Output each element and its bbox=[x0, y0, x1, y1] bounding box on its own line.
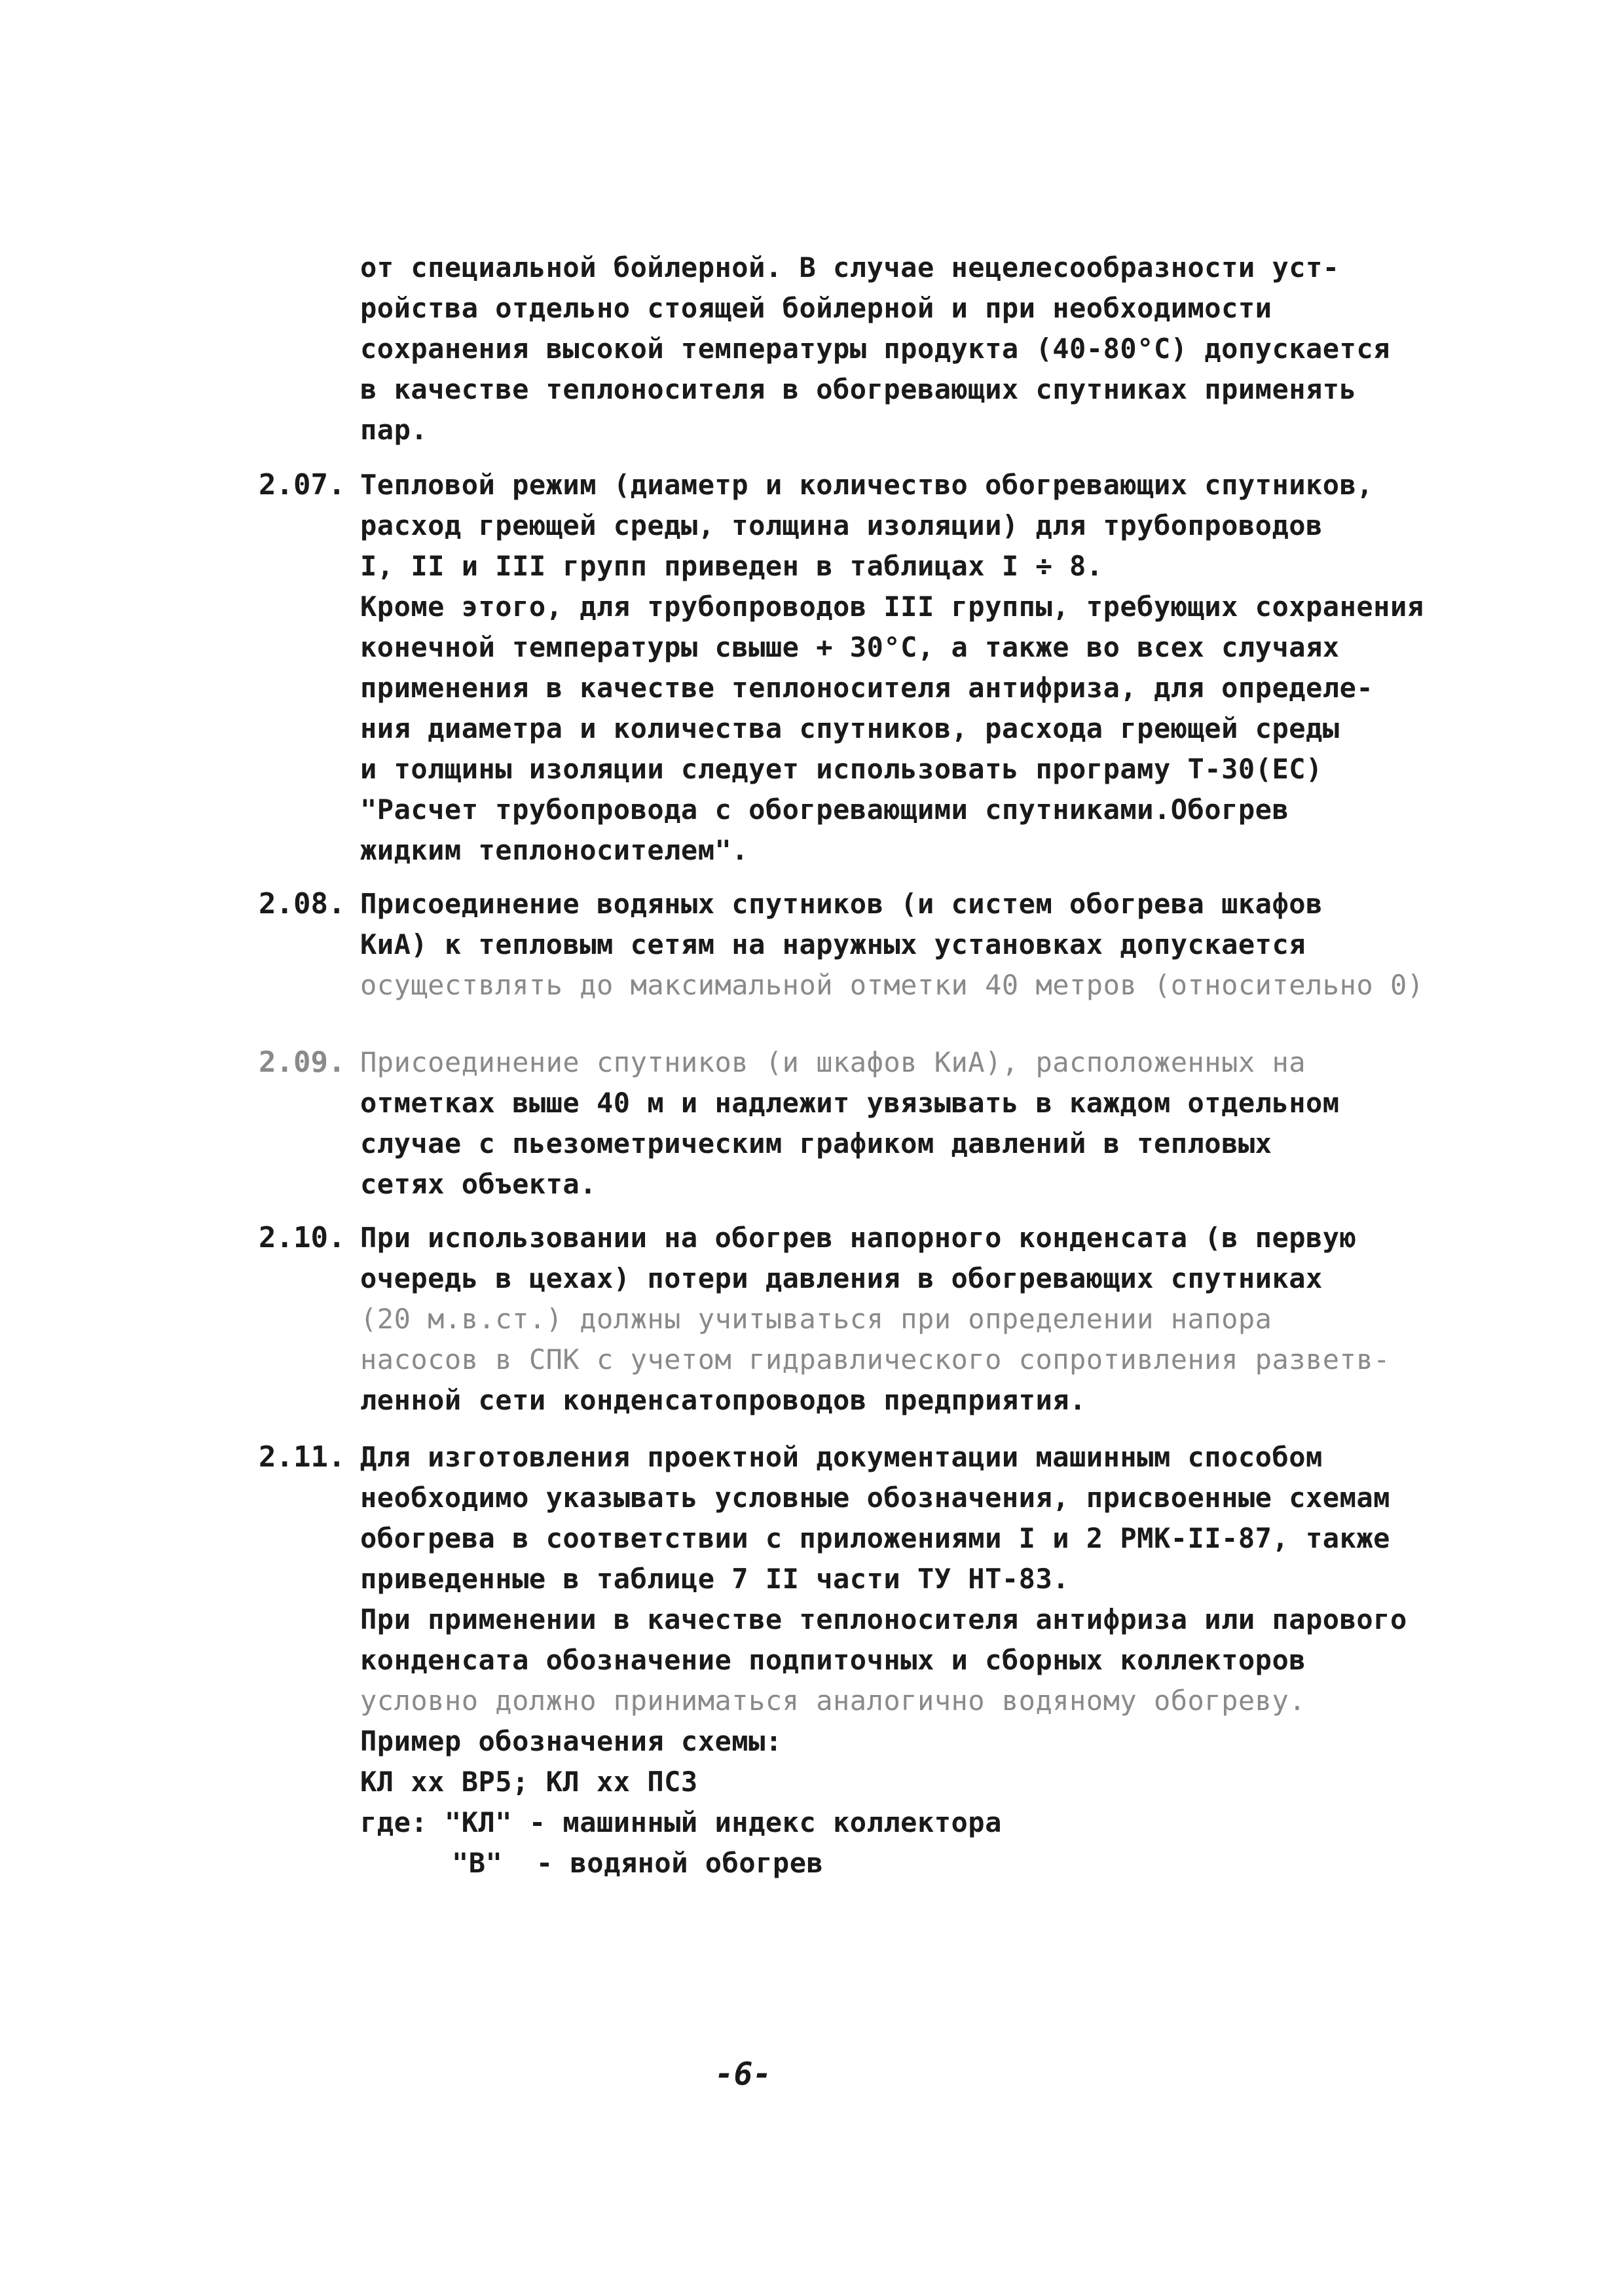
page-number: -6- bbox=[714, 2056, 772, 2092]
section-number: 2.11. bbox=[259, 1440, 346, 1474]
text-line: "В" - водяной обогрев bbox=[452, 1847, 824, 1879]
section-2-07 bbox=[360, 465, 1424, 871]
text-line: При применении в качестве теплоносителя антифриза или парового bbox=[360, 1603, 1407, 1635]
text-line: При использовании на обогрев напорного конденсата (в первую bbox=[360, 1222, 1357, 1254]
text-line: осуществлять до максимальной отметки 40 метров (относительно 0) bbox=[360, 969, 1424, 1001]
text-line: Кроме этого, для трубопроводов III группы, требующих сохранения bbox=[360, 591, 1424, 623]
section-number: 2.08. bbox=[259, 887, 346, 920]
text-line: конденсата обозначение подпиточных и сборных коллекторов bbox=[360, 1644, 1306, 1676]
text-line: жидким теплоносителем". bbox=[360, 834, 749, 866]
text-line: очередь в цехах) потери давления в обогревающих спутниках bbox=[360, 1262, 1323, 1294]
text-line: Тепловой режим (диаметр и количество обогревающих спутников, bbox=[360, 469, 1374, 501]
text-line: насосов в СПК с учетом гидравлического сопротивления разветв- bbox=[360, 1343, 1390, 1376]
section-2-09 bbox=[360, 1042, 1421, 1205]
text-line: сохранения высокой температуры продукта (40-80°С) допускается bbox=[360, 333, 1390, 365]
section-number: 2.09. bbox=[259, 1046, 346, 1079]
text-line: Пример обозначения схемы: bbox=[360, 1725, 783, 1757]
section-2-11 bbox=[360, 1437, 1421, 1884]
section-number: 2.07. bbox=[259, 468, 346, 501]
text-line: ленной сети конденсатопроводов предприятия. bbox=[360, 1384, 1086, 1416]
text-line: отметках выше 40 м и надлежит увязывать в каждом отдельном bbox=[360, 1087, 1340, 1119]
text-line: пар. bbox=[360, 414, 428, 446]
text-line: необходимо указывать условные обозначения, присвоенные схемам bbox=[360, 1482, 1390, 1514]
text-line: КЛ хх ВР5; КЛ хх ПСЗ bbox=[360, 1766, 698, 1798]
text-line: Присоединение спутников (и шкафов КиА), расположенных на bbox=[360, 1046, 1306, 1078]
text-line: условно должно приниматься аналогично водяному обогреву. bbox=[360, 1685, 1306, 1717]
text-line: (20 м.в.ст.) должны учитываться при определении напора bbox=[360, 1303, 1272, 1335]
text-line: приведенные в таблице 7 II части ТУ НТ-83. bbox=[360, 1563, 1070, 1595]
text-line: ния диаметра и количества спутников, расхода греющей среды bbox=[360, 712, 1340, 744]
text-line: расход греющей среды, толщина изоляции) для трубопроводов bbox=[360, 509, 1323, 541]
text-line: I, II и III групп приведен в таблицах I ÷ 8. bbox=[360, 550, 1103, 582]
section-2-08 bbox=[360, 884, 1424, 1006]
intro-paragraph bbox=[360, 247, 1421, 450]
text-line: сетях объекта. bbox=[360, 1168, 597, 1200]
text-line: в качестве теплоносителя в обогревающих спутниках применять bbox=[360, 373, 1357, 405]
text-line: от специальной бойлерной. В случае нецелесообразности уст- bbox=[360, 251, 1340, 283]
section-number: 2.10. bbox=[259, 1221, 346, 1254]
text-line: Присоединение водяных спутников (и систем обогрева шкафов bbox=[360, 888, 1323, 920]
text-line: КиА) к тепловым сетям на наружных установках допускается bbox=[360, 928, 1306, 960]
text-line: конечной температуры свыше + 30°С, а также во всех случаях bbox=[360, 631, 1340, 663]
text-line: "Расчет трубопровода с обогревающими спутниками.Обогрев bbox=[360, 793, 1289, 826]
text-line: ройства отдельно стоящей бойлерной и при необходимости bbox=[360, 292, 1272, 324]
text-line: и толщины изоляции следует использовать програму Т-30(ЕС) bbox=[360, 753, 1323, 785]
text-line: где: "КЛ" - машинный индекс коллектора bbox=[360, 1806, 1002, 1838]
text-line: обогрева в соответствии с приложениями I и 2 РМК-II-87, также bbox=[360, 1522, 1390, 1554]
text-line: случае с пьезометрическим графиком давлений в тепловых bbox=[360, 1127, 1272, 1159]
text-line: применения в качестве теплоносителя антифриза, для определе- bbox=[360, 672, 1374, 704]
section-2-10 bbox=[360, 1218, 1421, 1421]
text-line: Для изготовления проектной документации машинным способом bbox=[360, 1441, 1323, 1473]
